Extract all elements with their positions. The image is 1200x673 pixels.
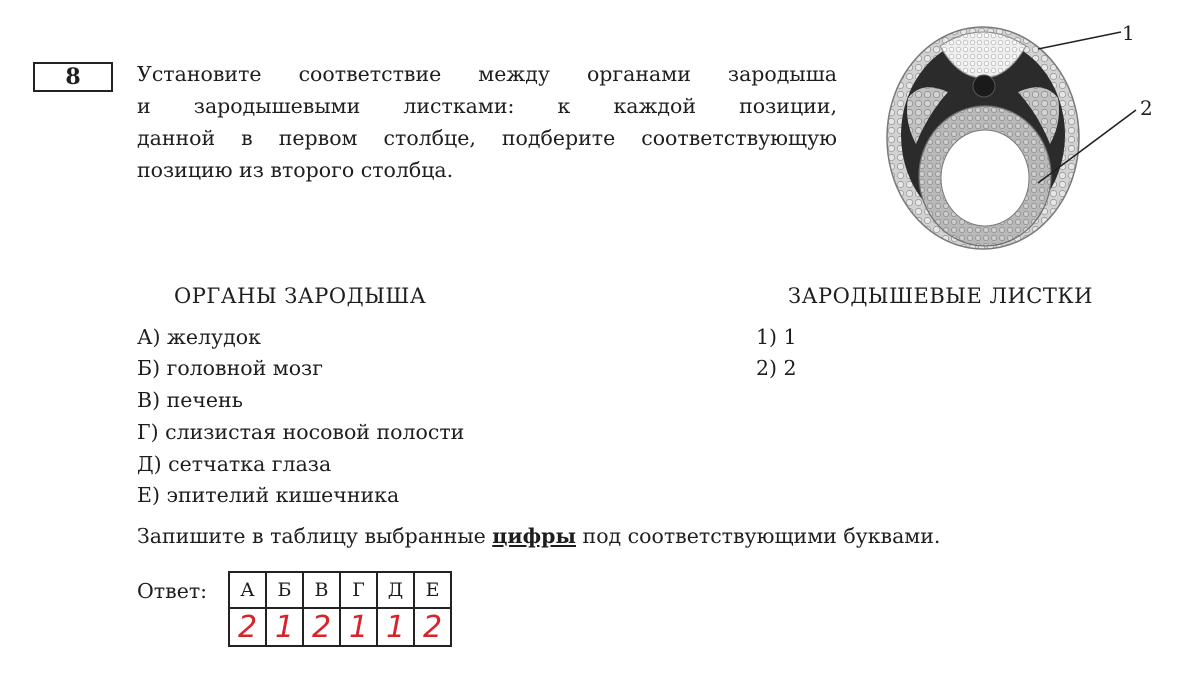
organ-item: А) желудок [137, 325, 261, 349]
organ-item: Д) сетчатка глаза [137, 452, 332, 476]
germ-layer-item: 1) 1 [756, 325, 797, 349]
answer-value[interactable]: 2 [303, 608, 340, 646]
answer-value[interactable]: 1 [340, 608, 377, 646]
question-line: Установите соответствие между органами зародыша [137, 62, 837, 86]
embryo-diagram [878, 18, 1178, 263]
instruction-before: Запишите в таблицу выбранные [137, 524, 493, 548]
answer-letters-row [229, 572, 451, 608]
instruction-emphasis: цифры [492, 524, 577, 548]
answer-letter: Б [266, 572, 303, 608]
answer-value[interactable]: 1 [266, 608, 303, 646]
organ-item: Б) головной мозг [137, 356, 323, 380]
answer-letter: Г [340, 572, 377, 608]
answer-value[interactable]: 2 [414, 608, 451, 646]
inner-layer-shape [919, 106, 1051, 246]
diagram-label: 1 [1122, 21, 1135, 45]
question-line: данной в первом столбце, подберите соответствующую [137, 126, 837, 150]
answer-letter: Е [414, 572, 451, 608]
answer-letter: Д [377, 572, 414, 608]
germ-layer-item: 2) 2 [756, 356, 797, 380]
answer-values-row [229, 608, 451, 646]
instruction-after: под соответствующими буквами. [576, 524, 941, 548]
task-number-box [33, 62, 113, 92]
answer-label: Ответ: [137, 579, 208, 603]
germ-layers-header: ЗАРОДЫШЕВЫЕ ЛИСТКИ [788, 284, 1093, 308]
notochord-shape [973, 75, 995, 97]
organs-header: ОРГАНЫ ЗАРОДЫША [174, 284, 427, 308]
organ-item: Е) эпителий кишечника [137, 483, 400, 507]
answer-value[interactable]: 2 [229, 608, 266, 646]
organ-item: В) печень [137, 388, 243, 412]
diagram-label: 2 [1140, 96, 1153, 120]
answer-value[interactable]: 1 [377, 608, 414, 646]
answer-table [228, 571, 452, 647]
question-text [137, 58, 837, 186]
answer-letter: А [229, 572, 266, 608]
instruction-text [137, 524, 940, 548]
answer-letter: В [303, 572, 340, 608]
question-line: и зародышевыми листками: к каждой позиции, [137, 94, 837, 118]
question-line: позицию из второго столбца. [137, 158, 454, 182]
organ-item: Г) слизистая носовой полости [137, 420, 465, 444]
task-number: 8 [65, 64, 81, 90]
